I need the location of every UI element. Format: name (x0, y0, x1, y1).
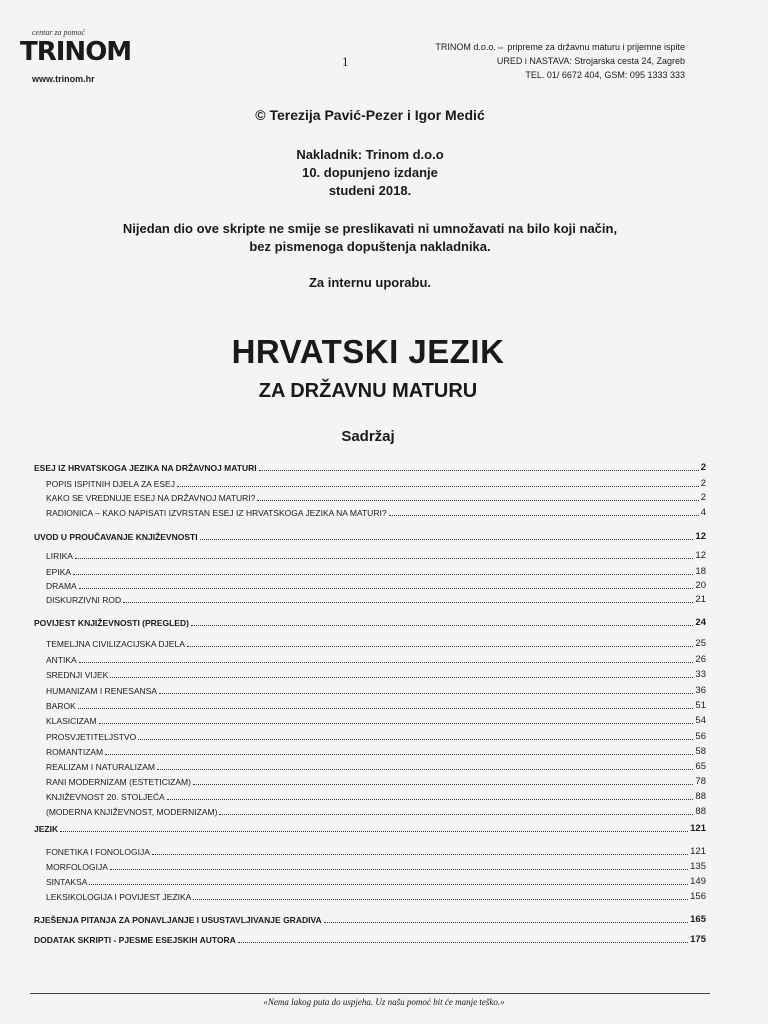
toc-entry-page: 65 (695, 761, 706, 772)
toc-entry-title: EPIKA (46, 567, 72, 577)
toc-entry-title: TEMELJNA CIVILIZACIJSKA DJELA (46, 639, 185, 649)
toc-entry-title: UVOD U PROUČAVANJE KNJIŽEVNOSTI (34, 532, 198, 542)
toc-dot-leader (389, 515, 699, 516)
toc-entry-page: 24 (695, 617, 706, 628)
toc-entry-page: 121 (690, 846, 706, 857)
toc-dot-leader (73, 574, 693, 575)
toc-entry-title: LEKSIKOLOGIJA I POVIJEST JEZIKA (46, 892, 192, 902)
toc-entry-page: 54 (695, 715, 706, 726)
page-number: 1 (342, 54, 349, 69)
publisher-info (0, 146, 740, 200)
toc-entry-title: RADIONICA – KAKO NAPISATI IZVRSTAN ESEJ IZ HRVATSKOGA JEZIKA NA MATURI? (46, 508, 387, 518)
toc-entry-page: 4 (700, 507, 706, 518)
toc-entry-title: (MODERNA KNJIŽEVNOST, MODERNIZAM) (46, 807, 218, 817)
toc-subsection-entry (34, 507, 706, 518)
toc-subsection-entry (34, 550, 706, 561)
toc-entry-page: 78 (695, 776, 706, 787)
toc-dot-leader (123, 602, 693, 603)
notice-line-1: Nijedan dio ove skripte ne smije se preslikavati ni umnožavati na bilo koji način, (122, 221, 618, 236)
toc-subsection-entry (34, 846, 706, 857)
toc-entry-title: KAKO SE VREDNUJE ESEJ NA DRŽAVNOJ MATURI? (46, 493, 256, 503)
toc-subsection-entry (34, 654, 706, 665)
toc-entry-title: HUMANIZAM I RENESANSA (46, 686, 157, 696)
toc-entry-page: 26 (695, 654, 706, 665)
toc-dot-leader (159, 693, 693, 694)
toc-entry-page: 56 (695, 731, 706, 742)
toc-entry-title: ESEJ IZ HRVATSKOGA JEZIKA NA DRŽAVNOJ MATURI (34, 463, 257, 473)
toc-section-entry (34, 934, 706, 945)
toc-subsection-entry (34, 806, 706, 817)
toc-entry-page: 165 (690, 914, 706, 925)
copy-notice (0, 220, 740, 256)
toc-entry-page: 2 (700, 492, 706, 503)
toc-dot-leader (78, 708, 694, 709)
toc-entry-page: 58 (695, 746, 706, 757)
notice-line-2: bez pismenoga dopuštenja nakladnika. (249, 239, 491, 254)
toc-entry-page: 33 (695, 669, 706, 680)
toc-subsection-entry (34, 594, 706, 605)
contact-line-address: URED i NASTAVA: Strojarska cesta 24, Zagreb (496, 56, 685, 66)
toc-dot-leader (79, 662, 694, 663)
toc-dot-leader (89, 884, 688, 885)
toc-subsection-entry (34, 669, 706, 680)
toc-entry-page: 175 (690, 934, 706, 945)
toc-subsection-entry (34, 580, 706, 591)
toc-dot-leader (177, 486, 699, 487)
toc-dot-leader (157, 769, 693, 770)
toc-subsection-entry (34, 791, 706, 802)
copyright: © Terezija Pavić-Pezer i Igor Medić (255, 107, 485, 123)
toc-section-entry (34, 462, 706, 473)
toc-section-entry (34, 531, 706, 542)
toc-entry-page: 20 (695, 580, 706, 591)
footer-quote: «Nema lakog puta do uspjeha. Uz našu pomoć bit će manje teško.» (263, 997, 505, 1007)
contact-info (385, 40, 685, 82)
toc-dot-leader (219, 814, 693, 815)
toc-entry-title: DRAMA (46, 581, 77, 591)
publish-date: studeni 2018. (328, 183, 412, 198)
toc-entry-title: DISKURZIVNI ROD (46, 595, 122, 605)
toc-dot-leader (110, 677, 693, 678)
toc-section-entry (34, 914, 706, 925)
toc-entry-title: ANTIKA (46, 655, 77, 665)
toc-dot-leader (238, 942, 688, 943)
toc-dot-leader (60, 831, 688, 832)
toc-entry-page: 12 (695, 550, 706, 561)
toc-entry-title: KNJIŽEVNOST 20. STOLJEĆA (46, 792, 165, 802)
toc-subsection-entry (34, 731, 706, 742)
toc-subsection-entry (34, 715, 706, 726)
logo-url: www.trinom.hr (32, 74, 95, 84)
toc-dot-leader (193, 899, 688, 900)
toc-entry-title: DODATAK SKRIPTI - PJESME ESEJSKIH AUTORA (34, 935, 236, 945)
toc-entry-title: PROSVJETITELJSTVO (46, 732, 137, 742)
toc-entry-page: 88 (695, 806, 706, 817)
toc-entry-page: 18 (695, 566, 706, 577)
toc-dot-leader (138, 739, 693, 740)
toc-subsection-entry (34, 776, 706, 787)
toc-entry-title: MORFOLOGIJA (46, 862, 108, 872)
toc-subsection-entry (34, 746, 706, 757)
toc-dot-leader (257, 500, 698, 501)
toc-subsection-entry (34, 861, 706, 872)
toc-subsection-entry (34, 876, 706, 887)
toc-dot-leader (187, 646, 694, 647)
toc-subsection-entry (34, 685, 706, 696)
toc-section-entry (34, 823, 706, 834)
toc-entry-title: REALIZAM I NATURALIZAM (46, 762, 155, 772)
toc-subsection-entry (34, 638, 706, 649)
toc-subsection-entry (34, 478, 706, 489)
toc-dot-leader (99, 723, 694, 724)
toc-entry-page: 149 (690, 876, 706, 887)
toc-entry-title: SREDNJI VIJEK (46, 670, 109, 680)
toc-entry-title: RANI MODERNIZAM (ESTETICIZAM) (46, 777, 191, 787)
toc-dot-leader (200, 539, 694, 540)
toc-entry-title: LIRIKA (46, 551, 73, 561)
toc-subsection-entry (34, 761, 706, 772)
internal-use: Za internu uporabu. (308, 275, 432, 290)
toc-dot-leader (191, 625, 694, 626)
toc-dot-leader (193, 784, 693, 785)
toc-entry-title: BAROK (46, 701, 76, 711)
toc-dot-leader (110, 869, 688, 870)
toc-dot-leader (259, 470, 699, 471)
toc-subsection-entry (34, 566, 706, 577)
logo-tagline: centar za pomoć (32, 28, 85, 37)
toc-subsection-entry (34, 891, 706, 902)
toc-dot-leader (167, 799, 694, 800)
trinom-logo (18, 28, 132, 88)
toc-entry-title: SINTAKSA (46, 877, 88, 887)
toc-dot-leader (75, 558, 693, 559)
toc-entry-page: 2 (700, 462, 706, 473)
toc-entry-title: POVIJEST KNJIŽEVNOSTI (PREGLED) (34, 618, 189, 628)
subtitle: ZA DRŽAVNU MATURU (258, 380, 478, 402)
toc-subsection-entry (34, 492, 706, 503)
publisher: Nakladnik: Trinom d.o.o (296, 147, 444, 162)
toc-subsection-entry (34, 700, 706, 711)
toc-entry-page: 25 (695, 638, 706, 649)
toc-entry-page: 51 (695, 700, 706, 711)
contact-line-company: TRINOM d.o.o.⇔ pripreme za državnu maturu i prijemne ispite (435, 42, 685, 52)
logo-name: TRINOM (20, 37, 132, 67)
toc-entry-title: RJEŠENJA PITANJA ZA PONAVLJANJE I USUSTAVLJIVANJE GRADIVA (34, 915, 322, 925)
toc-entry-page: 135 (690, 861, 706, 872)
toc-entry-title: FONETIKA I FONOLOGIJA (46, 847, 150, 857)
toc-entry-title: KLASICIZAM (46, 716, 97, 726)
toc-entry-page: 121 (690, 823, 706, 834)
toc-entry-page: 2 (700, 478, 706, 489)
toc-section-entry (34, 617, 706, 628)
footer-divider (30, 993, 710, 994)
toc-dot-leader (105, 754, 693, 755)
toc-entry-page: 156 (690, 891, 706, 902)
toc-entry-title: POPIS ISPITNIH DJELA ZA ESEJ (46, 479, 175, 489)
toc-dot-leader (324, 922, 689, 923)
contact-line-phone: TEL. 01/ 6672 404, GSM: 095 1333 333 (525, 70, 685, 80)
toc-entry-page: 88 (695, 791, 706, 802)
toc-dot-leader (79, 588, 694, 589)
main-title: HRVATSKI JEZIK (231, 333, 505, 370)
toc-heading: Sadržaj (341, 428, 395, 445)
toc-entry-title: JEZIK (34, 824, 59, 834)
edition: 10. dopunjeno izdanje (302, 165, 438, 180)
toc-entry-page: 12 (695, 531, 706, 542)
toc-dot-leader (152, 854, 688, 855)
toc-entry-title: ROMANTIZAM (46, 747, 104, 757)
toc-entry-page: 36 (695, 685, 706, 696)
toc-entry-page: 21 (695, 594, 706, 605)
